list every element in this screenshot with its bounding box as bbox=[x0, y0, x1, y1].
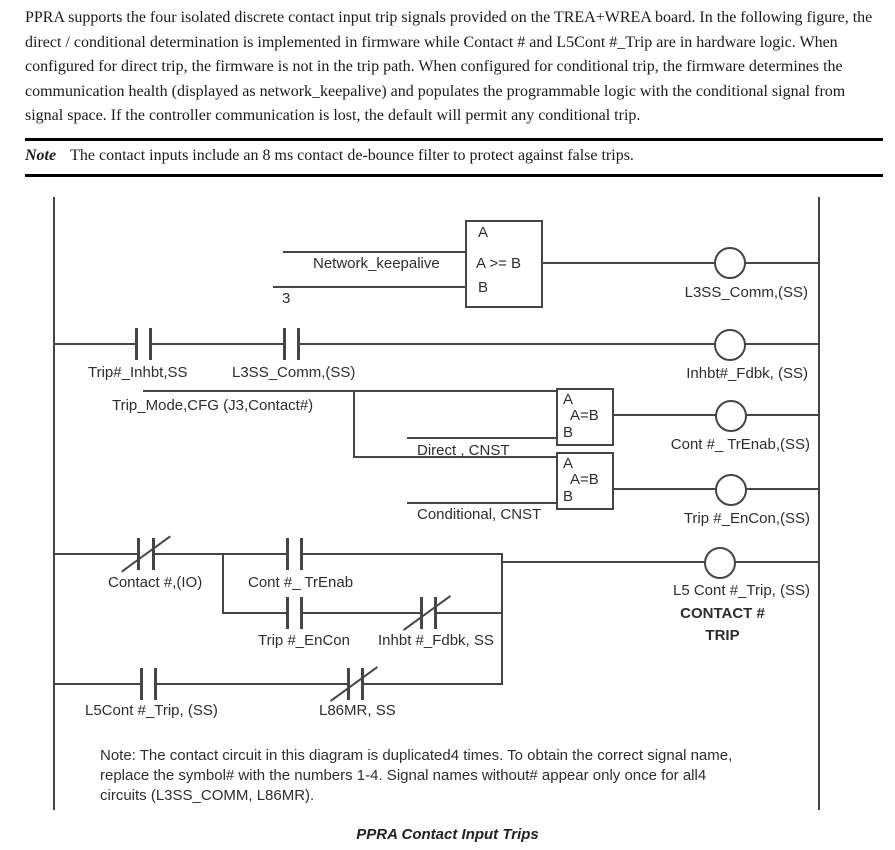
comparator-gte-op: A >= B bbox=[476, 255, 522, 272]
rung4-seg1 bbox=[53, 553, 139, 555]
diagram-note-line2: replace the symbol# with the numbers 1-4. Signal names without# appear only once for all4 bbox=[100, 767, 707, 784]
branch-top-seg2 bbox=[303, 553, 503, 555]
const-input-line bbox=[273, 286, 465, 288]
inhbt-fdbk-contact-label: Inhbt #_Fdbk, SS bbox=[378, 632, 494, 649]
inhbt-fdbk-contact-bar bbox=[420, 597, 423, 629]
rung4-output-line bbox=[503, 561, 819, 563]
trip-encon-coil bbox=[715, 474, 747, 506]
comparator-eq1-b: B bbox=[563, 424, 574, 441]
direct-input-line bbox=[407, 437, 556, 439]
comparator-eq2-a: A bbox=[563, 455, 574, 472]
trip-mode-label: Trip_Mode,CFG (J3,Contact#) bbox=[112, 397, 314, 414]
cont-trenab-coil bbox=[715, 400, 747, 432]
l86mr-contact-label: L86MR, SS bbox=[319, 702, 396, 719]
comparator-gte-a: A bbox=[478, 224, 489, 241]
keepalive-input-line bbox=[283, 251, 465, 253]
trip-mode-line bbox=[143, 390, 556, 392]
contact-io-bar bbox=[137, 538, 140, 570]
trip-encon-coil-label: Trip #_EnCon,(SS) bbox=[683, 510, 810, 527]
l86mr-contact-bar bbox=[347, 668, 350, 700]
branch-bottom-seg3 bbox=[437, 612, 503, 614]
note-rule-bottom bbox=[25, 174, 883, 177]
conditional-input-line bbox=[407, 502, 556, 504]
comparator-gte-b: B bbox=[478, 279, 489, 296]
branch-top-seg1 bbox=[224, 553, 286, 555]
const-three-label: 3 bbox=[282, 290, 291, 307]
conditional-cnst-label: Conditional, CNST bbox=[417, 506, 542, 523]
branch-bottom-seg2 bbox=[303, 612, 420, 614]
keepalive-label: Network_keepalive bbox=[313, 255, 440, 272]
left-rail bbox=[53, 197, 55, 810]
l3ss-comm-contact-bar bbox=[283, 328, 286, 360]
intro-paragraph: PPRA supports the four isolated discrete contact input trip signals provided on the TREA+WREA board. In the following figure, the direct / conditional determination is implemented in firmware while Contact # and L5Cont #_Trip are in hardware logic. When configured for direct trip, the firmware is not in the trip path. When configured for conditional trip, the firmware determines the communication health (displayed as network_keepalive) and populates the programmable logic with the conditional signal from signal space. If the controller communication is lost, the default will permit any conditional trip. bbox=[25, 9, 873, 124]
rung1-output-line bbox=[543, 262, 819, 264]
comparator-eq2-op: A=B bbox=[570, 471, 599, 488]
cont-trenab-coil-label: Cont #_ TrEnab,(SS) bbox=[670, 436, 810, 453]
trip-inhbt-contact-bar bbox=[135, 328, 138, 360]
l3ss-comm-coil-label: L3SS_Comm,(SS) bbox=[684, 284, 808, 301]
note-label: Note bbox=[25, 147, 57, 164]
rung2-seg2 bbox=[152, 343, 283, 345]
l3ss-comm-coil bbox=[714, 247, 746, 279]
inhbt-fdbk-coil-label: Inhbt#_Fdbk, (SS) bbox=[686, 365, 808, 382]
right-rail bbox=[818, 197, 820, 810]
direct-cnst-label: Direct , CNST bbox=[417, 442, 510, 459]
branch-bottom-seg1 bbox=[224, 612, 286, 614]
figure-caption: PPRA Contact Input Trips bbox=[356, 826, 539, 843]
trip-encon-contact-bar bbox=[286, 597, 289, 629]
l5cont-trip-coil-label: L5 Cont #_Trip, (SS) bbox=[673, 582, 810, 599]
l5cont-trip-coil bbox=[704, 547, 736, 579]
comparator-eq2-b: B bbox=[563, 488, 574, 505]
rung2-seg1 bbox=[53, 343, 135, 345]
contact-trip-title-line2: TRIP bbox=[705, 627, 740, 644]
trip-mode-branch-vertical bbox=[353, 390, 355, 458]
inhbt-fdbk-coil bbox=[714, 329, 746, 361]
trip-inhbt-label: Trip#_Inhbt,SS bbox=[88, 364, 188, 381]
rung5-seg1 bbox=[53, 683, 140, 685]
l3ss-comm-contact-label: L3SS_Comm,(SS) bbox=[232, 364, 356, 381]
cont-trenab-contact-bar bbox=[286, 538, 289, 570]
parallel-block-left-edge bbox=[222, 553, 224, 614]
parallel-block-right-edge bbox=[501, 553, 503, 685]
note-rule-top bbox=[25, 138, 883, 141]
diagram-note-line3: circuits (L3SS_COMM, L86MR). bbox=[100, 787, 315, 804]
cont-trenab-contact-label: Cont #_ TrEnab bbox=[248, 574, 354, 591]
contact-trip-title-line1: CONTACT # bbox=[680, 605, 765, 622]
trip-encon-contact-label: Trip #_EnCon bbox=[258, 632, 350, 649]
rung4-seg2 bbox=[155, 553, 222, 555]
diagram-note-line1: Note: The contact circuit in this diagram is duplicated4 times. To obtain the correct signal name, bbox=[100, 747, 733, 764]
rung5-seg2 bbox=[157, 683, 347, 685]
comparator-eq1-a: A bbox=[563, 391, 574, 408]
comparator-eq1-op: A=B bbox=[570, 407, 599, 424]
rung5-seg3 bbox=[364, 683, 501, 685]
contact-io-label: Contact #,(IO) bbox=[108, 574, 203, 591]
note-text: The contact inputs include an 8 ms contact de-bounce filter to protect against false trips. bbox=[70, 147, 634, 164]
l5cont-trip-contact-bar bbox=[140, 668, 143, 700]
l5cont-trip-contact-label: L5Cont #_Trip, (SS) bbox=[85, 702, 218, 719]
note-line bbox=[25, 147, 634, 165]
